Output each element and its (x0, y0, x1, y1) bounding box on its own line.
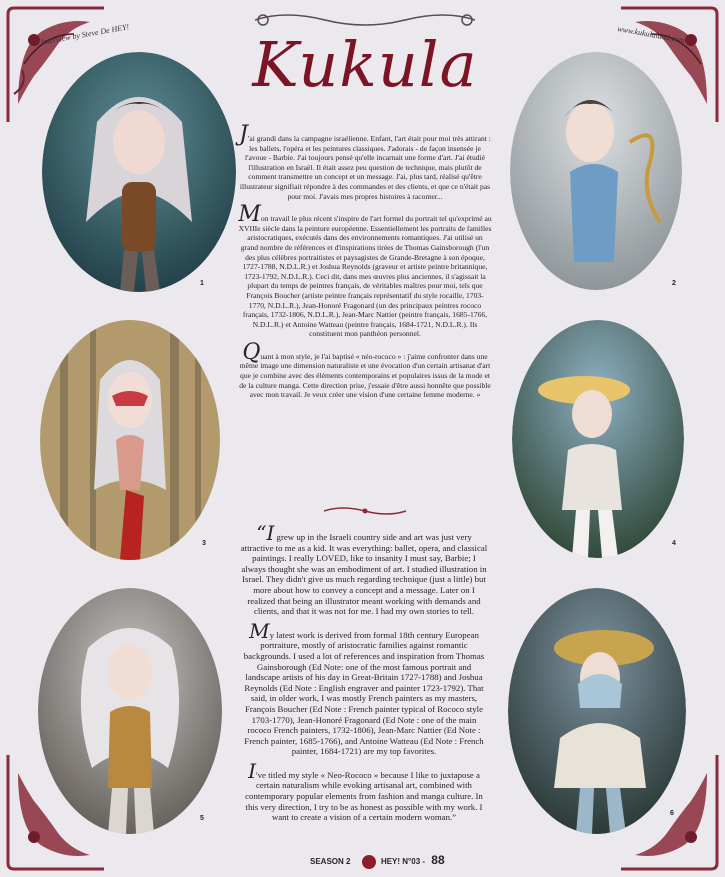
painting-4 (512, 320, 684, 558)
page-number: 88 (431, 853, 445, 867)
drop-cap: Q (242, 339, 261, 365)
drop-cap: M (238, 202, 261, 228)
french-paragraph-3 (238, 339, 492, 400)
paragraph-text: on travail le plus récent s'inspire de l'art formel du portrait tel qu'exprimé au XVIIIe siècle dans la peinture européenne. Essentiellement les portraits de familles aristocratiques, exécutés dans des environnements romantiques. J'ai utilisé un grand nombre de références et d'inspirations tirées de Thomas Gainsborough (l'un des plus célèbres portraitistes et paysagistes de Grande-Bretagne à son époque, 1727-1788, N.D.L.R.) et Joshua Reynolds (graveur et artiste peintre britannique, 1723-1792, N.D.L.R.). Ceci dit, dans mes œuvres plus anciennes, il s'agissait la plupart du temps de peintres français, de véritables maîtres pour moi, tels que François Boucher (artiste peintre français représentatif du style rocaille, 1703-1770, N.D.L.R.), Jean-Honoré Fragonard (un des principaux peintres rococo français, 1732-1806, N.D.L.R.), Jean-Marc Nattier (peintre français, 1685-1766, N.D.L.R.) et Antoine Watteau (peintre français, 1684-1721, N.D.L.R.). Ils constituent mon panthéon personnel. (238, 214, 492, 339)
drop-cap: J (239, 122, 248, 147)
english-paragraph-2 (240, 618, 488, 757)
magazine-seal-icon (362, 855, 376, 869)
painting-number-4: 4 (672, 540, 676, 547)
drop-cap: M (249, 618, 270, 643)
painting-1 (42, 52, 236, 292)
website-credit: www.kukulaland.com (616, 24, 686, 45)
english-text-column (240, 521, 488, 832)
painting-3 (40, 320, 220, 560)
painting-6 (508, 588, 686, 834)
french-paragraph-1 (238, 122, 492, 201)
paragraph-text: 've titled my style « Neo-Rococo » because I like to juxtapose a certain naturalism while evoking artisanal art, combined with contemporary popular elements from fashion and manga culture. In this very direction, I try to be as honest as possible with my work. I want to create a vision of a certain modern woman.” (245, 769, 483, 823)
painting-number-6: 6 (670, 810, 674, 817)
painting-2 (510, 52, 682, 290)
paragraph-text: 'ai grandi dans la campagne israélienne. Enfant, l'art était pour moi très attirant : les ballets, l'opéra et les peintures classiques. J'adorais - de façon insensée je l'avoue - Barbie. J'ai toujours pensé qu'elle incarnait une forme d'art. J'ai étudié l'illustration en Israël. Il était assez peu question de technique, mais plutôt de comment transmettre un concept et un message. J'ai, plus tard, réalisé qu'être illustrateur signifiait répondre à des commandes et des clients, et que ce n'était pas pour moi. J'avais mes propres histoires à raconter... (239, 134, 491, 201)
page-footer (310, 853, 445, 867)
interview-credit: Interview by Steve De HEY! (39, 22, 130, 47)
paragraph-text: grew up in the Israeli country side and art was just very attractive to me as a kid. It was everything: ballet, opera, and classical paintings. I really LOVED, like to insanity I must say, Barbie; I always thought she was an embodiment of art. I studied illustration in Israel. They didn't give us much regarding technique (just a little) but more about how to convey a concept and a message. Later on I realized that being an illustrator meant working with demands and clients, and that it was not for me. I had my own stories to tell. (240, 532, 488, 617)
english-paragraph-3 (240, 758, 488, 823)
painting-number-5: 5 (200, 815, 204, 822)
paragraph-text: uant à mon style, je l'ai baptisé « néo-rococo » : j'aime confronter dans une même image une dimension naturaliste et une évocation d'un certain artisanat d'art que je combine avec des éléments contemporains et populaires issus de la mode et de la culture manga. Cette direction prise, j'essaie d'être aussi honnête que possible avec mon travail. Je veux créer une vision d'une certaine femme moderne. » (239, 351, 491, 400)
paragraph-text: y latest work is derived from formal 18th century European portraiture, mostly of aristocratic families against romantic backgrounds. I used a lot of references and inspiration from Thomas Gainsborough (Ed Note: one of the most famous portrait and landscape artists of his day in Great-Britain 1727-1788) and Joshua Reynolds (Ed Note : English engraver and painter 1723-1792). That said, in older work, I was mostly French painters as my masters, François Boucher (Ed Note : French painter typical of Rococo style 1703-1770), Jean-Honoré Fragonard (Ed Note : one of the main rococo French painters, 1732-1806), Jean-Marc Nattier (Ed Note : French painter, 1685-1766), and Antoine Watteau (Ed Note : French painter, 1684-1721) are my top favorites. (243, 629, 485, 757)
painting-number-3: 3 (202, 540, 206, 547)
english-paragraph-1 (240, 521, 488, 617)
drop-cap: I (248, 758, 256, 783)
divider-ornament (320, 505, 410, 517)
french-paragraph-2 (238, 202, 492, 339)
magazine-issue: HEY! N°03 - (380, 857, 426, 866)
painting-number-1: 1 (200, 280, 204, 287)
french-text-column (238, 122, 492, 409)
drop-cap: “I (256, 521, 275, 545)
painting-5 (38, 588, 222, 834)
season-label: SEASON 2 (310, 857, 351, 866)
painting-number-2: 2 (672, 280, 676, 287)
article-title: Kukula (252, 28, 478, 101)
